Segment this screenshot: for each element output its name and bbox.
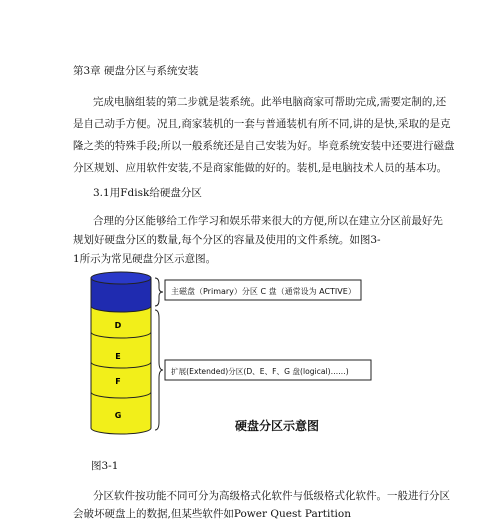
paragraph-line: 分区规划、应用软件安装,不是商家能做的好的。装机,是电脑技术人员的基本功。 (73, 162, 448, 174)
diagram-title: 硬盘分区示意图 (235, 419, 320, 433)
paragraph-line: 是自己动手方便。况且,商家装机的一套与普通装机有所不同,讲的是快,采取的是克 (73, 118, 451, 130)
primary-brace (155, 278, 163, 306)
extended-label: 扩展(Extended)分区(D、E、F、G 盘(logical)……) (171, 367, 349, 376)
drive-label-d: D (114, 321, 122, 330)
paragraph-line: 合理的分区能够给工作学习和娱乐带来很大的方便,所以在建立分区前最好先 (93, 215, 443, 227)
cylinder-top (91, 272, 151, 284)
section-heading: 3.1用Fdisk给硬盘分区 (93, 187, 202, 199)
extended-brace (155, 310, 163, 430)
figure-caption: 图3-1 (91, 460, 119, 472)
paragraph-line: 完成电脑组装的第二步就是装系统。此举电脑商家可帮助完成,需要定制的,还 (93, 96, 447, 108)
drive-label-g: G (114, 411, 122, 420)
paragraph-line: 分区软件按功能不同可分为高级格式化软件与低级格式化软件。一般进行分区 (93, 490, 450, 502)
paragraph-line: 会破坏硬盘上的数据,但某些软件如Power Quest Partition (73, 508, 351, 520)
paragraph-line: 1所示为常见硬盘分区示意图。 (73, 253, 217, 265)
partition-diagram (85, 266, 385, 444)
paragraph-line: 规划好硬盘分区的数量,每个分区的容量及使用的文件系统。如图3- (73, 234, 381, 246)
drive-label-e: E (115, 352, 121, 361)
primary-label: 主磁盘（Primary）分区 C 盘（通常设为 ACTIVE） (171, 287, 356, 296)
paragraph-line: 隆之类的特殊手段;所以一般系统还是自己安装为好。毕竟系统安装中还要进行磁盘 (73, 140, 455, 152)
chapter-heading: 第3章 硬盘分区与系统安装 (73, 65, 199, 77)
drive-label-f: F (115, 377, 121, 386)
